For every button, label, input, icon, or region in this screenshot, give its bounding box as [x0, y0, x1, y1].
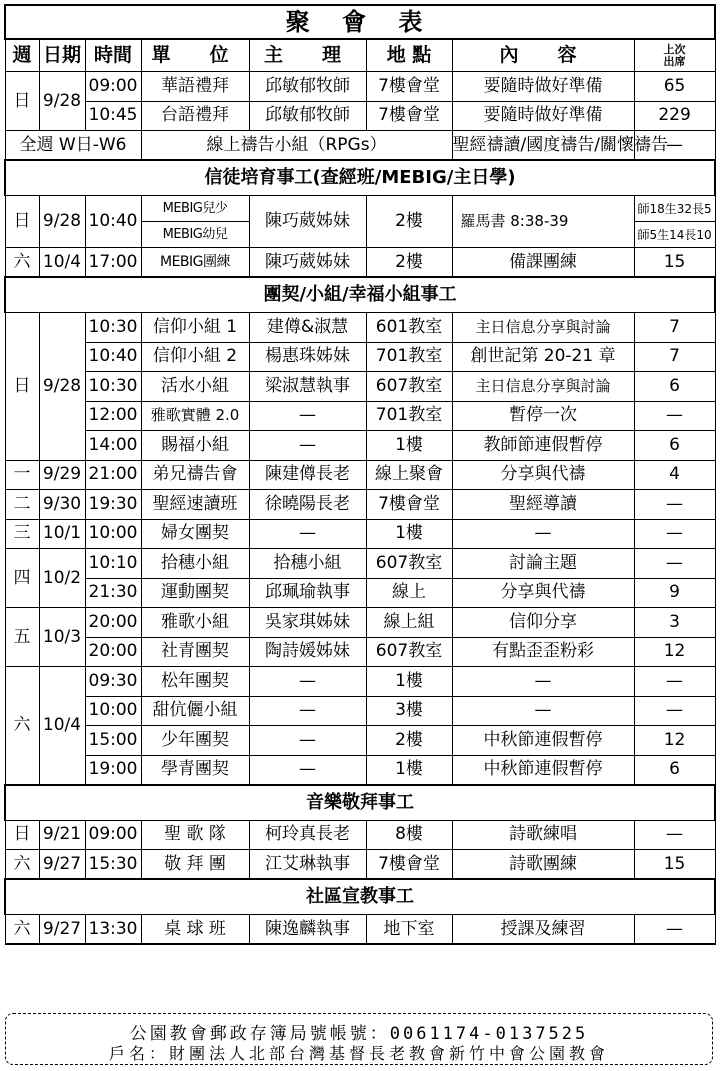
host-cell: 邱敏郁牧師: [249, 101, 366, 131]
time-cell: 21:30: [85, 578, 141, 608]
place-cell: 1樓: [366, 431, 452, 461]
table-row: [5, 490, 715, 520]
content-cell: 備課團練: [452, 248, 634, 278]
header-day: 週: [5, 39, 39, 72]
header-time: 時間: [85, 39, 141, 72]
day-cell: 五: [5, 608, 39, 667]
table-row: [5, 667, 715, 697]
host-cell: 陶詩媛姊妹: [249, 637, 366, 667]
place-cell: 1樓: [366, 519, 452, 549]
unit-cell: 活水小組: [141, 372, 249, 402]
unit-cell: 聖 歌 隊: [141, 820, 249, 850]
attend-cell: 7: [634, 342, 715, 372]
table-row: [5, 850, 715, 880]
host-cell: —: [249, 755, 366, 785]
section-heading-community: 社區宣教事工: [5, 879, 715, 915]
attend-cell: 65: [634, 72, 715, 102]
attend-cell: —: [634, 667, 715, 697]
prayer-attend: —: [634, 131, 715, 161]
content-cell: —: [452, 519, 634, 549]
attend-cell: —: [634, 401, 715, 431]
table-row: [5, 519, 715, 549]
content-cell: 中秋節連假暫停: [452, 726, 634, 756]
unit-cell: MEBIG兒少: [141, 196, 249, 222]
host-cell: 邱珮瑜執事: [249, 578, 366, 608]
table-row: [5, 637, 715, 667]
table-row: [5, 248, 715, 278]
content-cell: 詩歌練唱: [452, 820, 634, 850]
host-cell: 江艾琳執事: [249, 850, 366, 880]
content-cell: 討論主題: [452, 549, 634, 579]
content-cell: 分享與代禱: [452, 460, 634, 490]
unit-cell: 敬 拜 團: [141, 850, 249, 880]
place-cell: 2樓: [366, 726, 452, 756]
time-cell: 10:45: [85, 101, 141, 131]
host-cell: 吳家琪姊妹: [249, 608, 366, 638]
content-cell: —: [452, 667, 634, 697]
time-cell: 10:40: [85, 342, 141, 372]
time-cell: 10:30: [85, 372, 141, 402]
attend-cell: 7: [634, 313, 715, 343]
content-cell: 詩歌團練: [452, 850, 634, 880]
attend-cell: —: [634, 696, 715, 726]
time-cell: 15:30: [85, 850, 141, 880]
day-cell: 六: [5, 248, 39, 278]
content-cell: 中秋節連假暫停: [452, 755, 634, 785]
unit-cell: MEBIG團練: [141, 248, 249, 278]
content-cell: 分享與代禱: [452, 578, 634, 608]
place-cell: 線上聚會: [366, 460, 452, 490]
unit-cell: 雅歌實體 2.0: [141, 401, 249, 431]
day-cell: 二: [5, 490, 39, 520]
account-number: 公園教會郵政存簿局號帳號：0061174-0137525: [129, 1024, 589, 1044]
table-row: [5, 726, 715, 756]
content-cell: 要隨時做好準備: [452, 72, 634, 102]
host-cell: 陳巧葳姊妹: [249, 196, 366, 248]
date-cell: 9/27: [39, 915, 85, 945]
unit-cell: 桌 球 班: [141, 915, 249, 945]
place-cell: 7樓會堂: [366, 101, 452, 131]
unit-cell: 賜福小組: [141, 431, 249, 461]
unit-cell: 台語禮拜: [141, 101, 249, 131]
content-cell: 羅馬書 8:38-39: [452, 196, 634, 248]
time-cell: 13:30: [85, 915, 141, 945]
prayer-row: [5, 131, 715, 161]
unit-cell: 婦女團契: [141, 519, 249, 549]
header-place: 地 點: [366, 39, 452, 72]
content-cell: 信仰分享: [452, 608, 634, 638]
day-cell: 三: [5, 519, 39, 549]
place-cell: 線上組: [366, 608, 452, 638]
host-cell: 拾穗小組: [249, 549, 366, 579]
host-cell: 柯玲真長老: [249, 820, 366, 850]
time-cell: 21:00: [85, 460, 141, 490]
unit-cell: 聖經速讀班: [141, 490, 249, 520]
unit-cell: 信仰小組 1: [141, 313, 249, 343]
attend-cell: 3: [634, 608, 715, 638]
place-cell: 3樓: [366, 696, 452, 726]
host-cell: 陳建僔長老: [249, 460, 366, 490]
attend-cell: 師18生32長5: [634, 196, 715, 222]
place-cell: 2樓: [366, 196, 452, 248]
header-attend: 上次出席: [634, 39, 715, 72]
section-heading-education: 信徒培育事工(查經班/MEBIG/主日學): [5, 160, 715, 196]
place-cell: 線上: [366, 578, 452, 608]
table-row: [5, 372, 715, 402]
attend-cell: 師5生14長10: [634, 222, 715, 248]
attend-cell: 6: [634, 755, 715, 785]
unit-cell: 雅歌小組: [141, 608, 249, 638]
meeting-schedule: [4, 4, 714, 945]
day-cell: 六: [5, 850, 39, 880]
table-row: [5, 342, 715, 372]
table-row: [5, 696, 715, 726]
day-cell: 一: [5, 460, 39, 490]
date-cell: 9/21: [39, 820, 85, 850]
attend-cell: —: [634, 915, 715, 945]
place-cell: 701教室: [366, 401, 452, 431]
date-cell: 9/28: [39, 313, 85, 461]
date-cell: 9/27: [39, 850, 85, 880]
content-cell: —: [452, 696, 634, 726]
date-cell: 9/29: [39, 460, 85, 490]
day-cell: 日: [5, 72, 39, 131]
unit-cell: 拾穗小組: [141, 549, 249, 579]
table-row: [5, 608, 715, 638]
header-host: 主 理: [249, 39, 366, 72]
time-cell: 09:00: [85, 820, 141, 850]
content-cell: 主日信息分享與討論: [452, 313, 634, 343]
table-row: [5, 820, 715, 850]
time-cell: 12:00: [85, 401, 141, 431]
date-cell: 9/28: [39, 196, 85, 248]
host-cell: 楊惠珠姊妹: [249, 342, 366, 372]
table-row: [5, 755, 715, 785]
date-cell: 10/4: [39, 667, 85, 785]
time-cell: 20:00: [85, 608, 141, 638]
content-cell: 要隨時做好準備: [452, 101, 634, 131]
attend-cell: 15: [634, 850, 715, 880]
host-cell: —: [249, 519, 366, 549]
host-cell: 梁淑慧執事: [249, 372, 366, 402]
table-row: [5, 915, 715, 945]
bank-account-box: [5, 1013, 713, 1065]
table-row: [5, 313, 715, 343]
page-title: 聚 會 表: [5, 5, 715, 39]
place-cell: 607教室: [366, 372, 452, 402]
attend-cell: 6: [634, 372, 715, 402]
header-content: 內 容: [452, 39, 634, 72]
attend-cell: 12: [634, 637, 715, 667]
place-cell: 7樓會堂: [366, 490, 452, 520]
time-cell: 09:00: [85, 72, 141, 102]
day-cell: 六: [5, 915, 39, 945]
host-cell: 陳逸麟執事: [249, 915, 366, 945]
day-cell: 日: [5, 196, 39, 248]
host-cell: 徐曉陽長老: [249, 490, 366, 520]
content-cell: 授課及練習: [452, 915, 634, 945]
table-row: [5, 72, 715, 102]
time-cell: 10:40: [85, 196, 141, 248]
content-cell: 主日信息分享與討論: [452, 372, 634, 402]
place-cell: 607教室: [366, 637, 452, 667]
account-name: 戶名：財團法人北部台灣基督長老教會新竹中會公園教會: [108, 1044, 609, 1063]
unit-cell: 信仰小組 2: [141, 342, 249, 372]
attend-cell: —: [634, 820, 715, 850]
day-cell: 六: [5, 667, 39, 785]
place-cell: 1樓: [366, 667, 452, 697]
unit-cell: 弟兄禱告會: [141, 460, 249, 490]
place-cell: 7樓會堂: [366, 72, 452, 102]
date-cell: 10/2: [39, 549, 85, 608]
date-cell: 10/3: [39, 608, 85, 667]
date-cell: 9/30: [39, 490, 85, 520]
place-cell: 607教室: [366, 549, 452, 579]
host-cell: —: [249, 401, 366, 431]
prayer-group: 線上禱告小組（RPGs）: [141, 131, 452, 161]
header-row: [5, 39, 715, 72]
content-cell: 教師節連假暫停: [452, 431, 634, 461]
attend-cell: 15: [634, 248, 715, 278]
time-cell: 09:30: [85, 667, 141, 697]
host-cell: —: [249, 696, 366, 726]
unit-cell: 松年團契: [141, 667, 249, 697]
place-cell: 地下室: [366, 915, 452, 945]
attend-cell: 229: [634, 101, 715, 131]
attend-cell: 4: [634, 460, 715, 490]
unit-cell: 學青團契: [141, 755, 249, 785]
table-row: [5, 401, 715, 431]
schedule-table: [4, 4, 716, 945]
host-cell: —: [249, 726, 366, 756]
section-heading-music: 音樂敬拜事工: [5, 785, 715, 821]
content-cell: 有點歪歪粉彩: [452, 637, 634, 667]
time-cell: 20:00: [85, 637, 141, 667]
date-cell: 10/1: [39, 519, 85, 549]
time-cell: 19:30: [85, 490, 141, 520]
time-cell: 14:00: [85, 431, 141, 461]
host-cell: 建僔&淑慧: [249, 313, 366, 343]
time-cell: 10:00: [85, 696, 141, 726]
date-cell: 9/28: [39, 72, 85, 131]
content-cell: 暫停一次: [452, 401, 634, 431]
time-cell: 15:00: [85, 726, 141, 756]
host-cell: 邱敏郁牧師: [249, 72, 366, 102]
prayer-content: 聖經禱讀/國度禱告/關懷禱告: [452, 131, 634, 161]
date-cell: 10/4: [39, 248, 85, 278]
unit-cell: 甜伉儷小組: [141, 696, 249, 726]
header-date: 日期: [39, 39, 85, 72]
section-heading-fellowship: 團契/小組/幸福小組事工: [5, 277, 715, 313]
unit-cell: 華語禮拜: [141, 72, 249, 102]
attend-cell: 6: [634, 431, 715, 461]
host-cell: —: [249, 431, 366, 461]
header-unit: 單 位: [141, 39, 249, 72]
table-row: [5, 196, 715, 222]
table-row: [5, 549, 715, 579]
day-cell: 四: [5, 549, 39, 608]
unit-cell: 運動團契: [141, 578, 249, 608]
attend-cell: 9: [634, 578, 715, 608]
table-row: [5, 578, 715, 608]
day-cell: 日: [5, 313, 39, 461]
unit-cell: MEBIG幼兒: [141, 222, 249, 248]
content-cell: 聖經導讀: [452, 490, 634, 520]
attend-cell: —: [634, 549, 715, 579]
place-cell: 8樓: [366, 820, 452, 850]
table-row: [5, 101, 715, 131]
attend-cell: 12: [634, 726, 715, 756]
place-cell: 601教室: [366, 313, 452, 343]
time-cell: 19:00: [85, 755, 141, 785]
host-cell: —: [249, 667, 366, 697]
content-cell: 創世記第 20-21 章: [452, 342, 634, 372]
prayer-label: 全週 W日-W6: [5, 131, 141, 161]
attend-cell: —: [634, 519, 715, 549]
place-cell: 7樓會堂: [366, 850, 452, 880]
host-cell: 陳巧葳姊妹: [249, 248, 366, 278]
table-row: [5, 460, 715, 490]
time-cell: 10:00: [85, 519, 141, 549]
table-row: [5, 431, 715, 461]
place-cell: 1樓: [366, 755, 452, 785]
place-cell: 2樓: [366, 248, 452, 278]
day-cell: 日: [5, 820, 39, 850]
time-cell: 17:00: [85, 248, 141, 278]
place-cell: 701教室: [366, 342, 452, 372]
unit-cell: 少年團契: [141, 726, 249, 756]
unit-cell: 社青團契: [141, 637, 249, 667]
attend-cell: —: [634, 490, 715, 520]
time-cell: 10:30: [85, 313, 141, 343]
time-cell: 10:10: [85, 549, 141, 579]
